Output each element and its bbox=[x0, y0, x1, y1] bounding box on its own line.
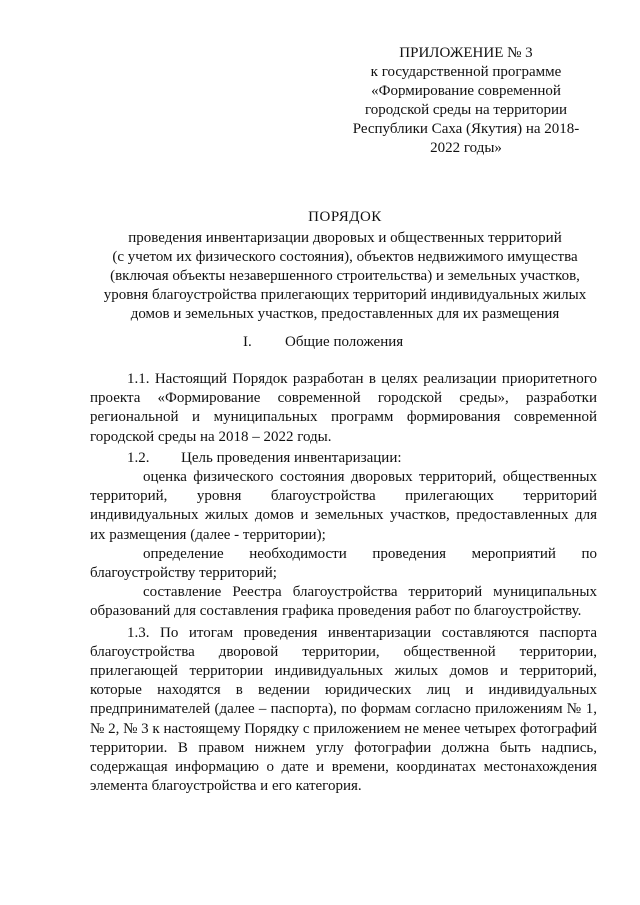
appendix-line: 2022 годы» bbox=[430, 140, 502, 156]
paragraph-1-3: 1.3. По итогам проведения инвентаризации составляются паспорта благоустройства дворовой территории, общественной территории, прилегающей территории индивидуальных жилых домов и территорий, которые находятся в ведении юридических лиц и индивидуальных предпринимателей (далее – паспорта), по формам согласно приложениям № 1, № 2, № 3 к настоящему Порядку с приложением не менее четырех фотографий территории. В правом нижнем углу фотографии должна быть надпись, содержащая информацию о дате и времени, координатах местонахождения элемента благоустройства и его категория. bbox=[90, 624, 597, 795]
appendix-line: Республики Саха (Якутия) на 2018- bbox=[352, 121, 580, 137]
paragraph-text: Цель проведения инвентаризации: bbox=[181, 449, 402, 466]
title-line: домов и земельных участков, предоставленных для их размещения bbox=[130, 306, 560, 322]
title-line: уровня благоустройства прилегающих территорий индивидуальных жилых bbox=[103, 287, 587, 303]
title-line: (включая объекты незавершенного строительства) и земельных участков, bbox=[110, 268, 580, 284]
paragraph-1-2 bbox=[90, 449, 597, 468]
document-body bbox=[90, 370, 597, 796]
title-heading: ПОРЯДОК bbox=[308, 209, 382, 225]
appendix-line: ПРИЛОЖЕНИЕ № 3 bbox=[399, 45, 533, 61]
section-heading bbox=[243, 333, 403, 352]
appendix-line: городской среды на территории bbox=[364, 102, 568, 118]
document-title bbox=[80, 208, 610, 324]
appendix-line: к государственной программе bbox=[370, 64, 562, 80]
title-line: проведения инвентаризации дворовых и общественных территорий bbox=[128, 230, 562, 246]
paragraph-1-1: 1.1. Настоящий Порядок разработан в целях реализации приоритетного проекта «Формирование современной городской среды», разработки региональной и муниципальных программ формирования современной городской среды на 2018 – 2022 годы. bbox=[90, 371, 597, 445]
paragraph-goal-registry: составление Реестра благоустройства территорий муниципальных образований для составления графика проведения работ по благоустройству. bbox=[90, 584, 597, 620]
appendix-line: «Формирование современной bbox=[371, 83, 561, 99]
section-title: Общие положения bbox=[285, 334, 404, 350]
appendix-header bbox=[336, 44, 596, 158]
paragraph-goal-assessment: оценка физического состояния дворовых территорий, общественных территорий, уровня благоустройства прилегающих территорий индивидуальных жилых домов и земельных участков, предоставленных для их размещения (далее - территории); bbox=[90, 469, 597, 543]
paragraph-number: 1.2. bbox=[127, 449, 150, 466]
section-number: I. bbox=[243, 334, 252, 350]
paragraph-goal-determination: определение необходимости проведения мероприятий по благоустройству территорий; bbox=[90, 545, 597, 582]
title-line: (с учетом их физического состояния), объектов недвижимого имущества bbox=[112, 249, 578, 265]
